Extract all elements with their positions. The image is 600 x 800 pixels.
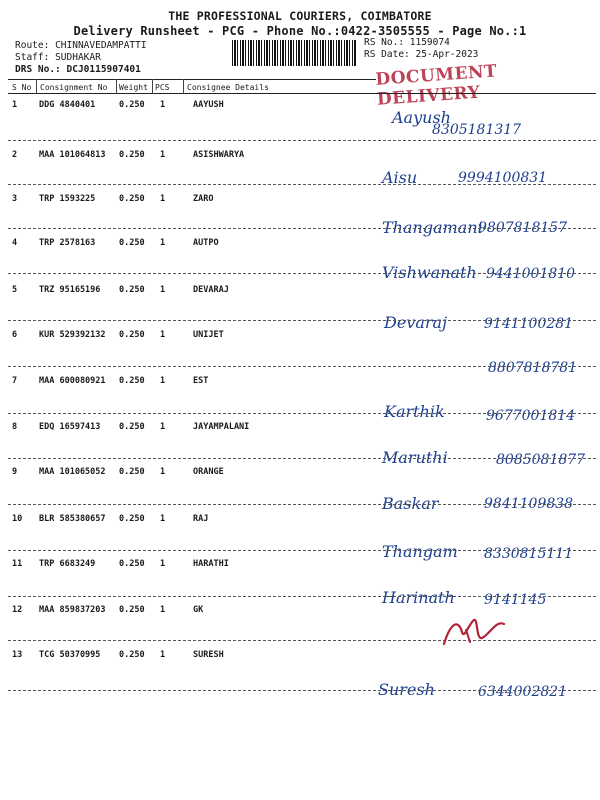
cell-sno: 13 <box>12 650 23 660</box>
recipient-phone-handwritten: 9841109838 <box>484 496 574 512</box>
cell-pcs: 1 <box>160 285 166 295</box>
cell-consignee: AUTPO <box>193 238 219 248</box>
cell-pcs: 1 <box>160 467 166 477</box>
cell-pcs: 1 <box>160 650 166 660</box>
rs-number: RS No.: 1159074 <box>364 37 450 48</box>
cell-pcs: 1 <box>160 100 166 110</box>
recipient-phone-handwritten: 9994100831 <box>458 170 548 186</box>
recipient-signature: Vishwanath <box>382 263 477 282</box>
cell-consignment-no: BLR 585380657 <box>39 514 106 524</box>
cell-consignment-no: TCG 50370995 <box>39 650 101 660</box>
handwritten-scribble-icon <box>440 614 510 650</box>
cell-consignee: RAJ <box>193 514 209 524</box>
cell-pcs: 1 <box>160 194 166 204</box>
rs-date: RS Date: 25-Apr-2023 <box>364 49 479 60</box>
recipient-signature: Karthik <box>384 402 445 421</box>
drs-value: DCJ0115907401 <box>66 64 141 75</box>
cell-sno: 12 <box>12 605 23 615</box>
recipient-signature: Baskar <box>382 494 439 513</box>
cell-consignee: ZARO <box>193 194 214 204</box>
cell-consignee: ASISHWARYA <box>193 150 245 160</box>
cell-weight: 0.250 <box>119 422 145 432</box>
cell-consignee: ORANGE <box>193 467 224 477</box>
cell-consignee: HARATHI <box>193 559 229 569</box>
cell-pcs: 1 <box>160 559 166 569</box>
recipient-phone-handwritten: 6344002821 <box>478 684 568 700</box>
cell-consignment-no: MAA 101064813 <box>39 150 106 160</box>
cell-pcs: 1 <box>160 238 166 248</box>
row-separator <box>8 228 596 229</box>
cell-consignment-no: TRP 1593225 <box>39 194 96 204</box>
cell-pcs: 1 <box>160 330 166 340</box>
cell-weight: 0.250 <box>119 285 145 295</box>
cell-consignment-no: KUR 529392132 <box>39 330 106 340</box>
recipient-signature: Aayush <box>392 108 451 127</box>
table-top-rule <box>8 79 376 80</box>
row-separator <box>8 320 596 321</box>
recipient-signature: Thangam <box>382 542 458 561</box>
table-header-rule <box>8 93 596 94</box>
cell-consignment-no: TRP 2578163 <box>39 238 96 248</box>
cell-weight: 0.250 <box>119 467 145 477</box>
row-separator <box>8 690 596 691</box>
cell-pcs: 1 <box>160 422 166 432</box>
row-separator <box>8 273 596 274</box>
recipient-phone-handwritten: 9141100281 <box>484 316 574 332</box>
recipient-signature: Thangamani <box>382 218 483 237</box>
col-divider <box>152 79 153 94</box>
row-separator <box>8 413 596 414</box>
cell-pcs: 1 <box>160 150 166 160</box>
recipient-signature: Suresh <box>378 680 435 699</box>
cell-weight: 0.250 <box>119 650 145 660</box>
cell-consignment-no: MAA 859837203 <box>39 605 106 615</box>
cell-pcs: 1 <box>160 376 166 386</box>
recipient-phone-handwritten: 8330815111 <box>484 546 574 562</box>
route-value: CHINNAVEDAMPATTI <box>55 40 147 51</box>
cell-sno: 9 <box>12 467 18 477</box>
recipient-signature: Aisu <box>382 168 418 187</box>
cell-weight: 0.250 <box>119 605 145 615</box>
route-line <box>15 40 147 51</box>
recipient-phone-handwritten: 8085081877 <box>496 452 586 468</box>
col-header-pcs: PCS <box>155 83 170 92</box>
cell-weight: 0.250 <box>119 514 145 524</box>
row-separator <box>8 184 596 185</box>
cell-weight: 0.250 <box>119 238 145 248</box>
col-header-consignment: Consignment No <box>40 83 108 92</box>
cell-weight: 0.250 <box>119 100 145 110</box>
row-separator <box>8 458 596 459</box>
staff-label: Staff: <box>15 52 50 63</box>
cell-sno: 1 <box>12 100 18 110</box>
cell-sno: 7 <box>12 376 18 386</box>
cell-sno: 5 <box>12 285 18 295</box>
route-label: Route: <box>15 40 50 51</box>
cell-consignment-no: EDQ 16597413 <box>39 422 101 432</box>
staff-line <box>15 52 101 63</box>
col-divider <box>183 79 184 94</box>
runsheet-title: Delivery Runsheet - PCG - Phone No.:0422-3505555 - Page No.:1 <box>73 24 527 38</box>
cell-sno: 6 <box>12 330 18 340</box>
staff-value: SUDHAKAR <box>55 52 101 63</box>
recipient-phone-handwritten: 8305181317 <box>432 122 522 138</box>
cell-consignee: DEVARAJ <box>193 285 229 295</box>
cell-consignment-no: DDG 4840401 <box>39 100 96 110</box>
cell-weight: 0.250 <box>119 330 145 340</box>
cell-consignee: UNIJET <box>193 330 224 340</box>
cell-consignment-no: TRP 6683249 <box>39 559 96 569</box>
cell-pcs: 1 <box>160 605 166 615</box>
cell-weight: 0.250 <box>119 194 145 204</box>
recipient-signature: Maruthi <box>382 448 448 467</box>
cell-weight: 0.250 <box>119 150 145 160</box>
cell-sno: 3 <box>12 194 18 204</box>
row-separator <box>8 140 596 141</box>
recipient-phone-handwritten: 9807818157 <box>478 220 568 236</box>
cell-consignee: SURESH <box>193 650 224 660</box>
cell-consignment-no: TRZ 95165196 <box>39 285 101 295</box>
cell-consignee: EST <box>193 376 209 386</box>
col-divider <box>36 79 37 94</box>
row-separator <box>8 596 596 597</box>
recipient-phone-handwritten: 9677001814 <box>486 408 576 424</box>
cell-consignee: AAYUSH <box>193 100 224 110</box>
cell-weight: 0.250 <box>119 376 145 386</box>
cell-consignment-no: MAA 101065052 <box>39 467 106 477</box>
recipient-phone-handwritten: 9441001810 <box>486 266 576 282</box>
row-separator <box>8 504 596 505</box>
col-divider <box>116 79 117 94</box>
cell-sno: 2 <box>12 150 18 160</box>
row-separator <box>8 550 596 551</box>
drs-line <box>15 64 141 75</box>
col-header-consignee: Consignee Details <box>187 83 269 92</box>
cell-consignee: GK <box>193 605 204 615</box>
recipient-signature: Devaraj <box>384 313 448 332</box>
document-delivery-stamp: DOCUMENT DELIVERY <box>374 61 498 110</box>
recipient-phone-handwritten: 9141145 <box>484 592 547 608</box>
cell-sno: 8 <box>12 422 18 432</box>
row-separator <box>8 366 596 367</box>
cell-sno: 4 <box>12 238 18 248</box>
cell-consignee: JAYAMPALANI <box>193 422 250 432</box>
col-header-sno: S No <box>12 83 32 92</box>
cell-sno: 10 <box>12 514 23 524</box>
cell-sno: 11 <box>12 559 23 569</box>
cell-weight: 0.250 <box>119 559 145 569</box>
company-title: THE PROFESSIONAL COURIERS, COIMBATORE <box>168 9 432 23</box>
col-header-weight: Weight <box>119 83 148 92</box>
cell-consignment-no: MAA 600080921 <box>39 376 106 386</box>
drs-label: DRS No.: <box>15 64 61 75</box>
cell-pcs: 1 <box>160 514 166 524</box>
recipient-signature: Harinath <box>382 588 455 607</box>
barcode <box>232 40 356 66</box>
recipient-phone-handwritten: 8807818781 <box>488 360 578 376</box>
